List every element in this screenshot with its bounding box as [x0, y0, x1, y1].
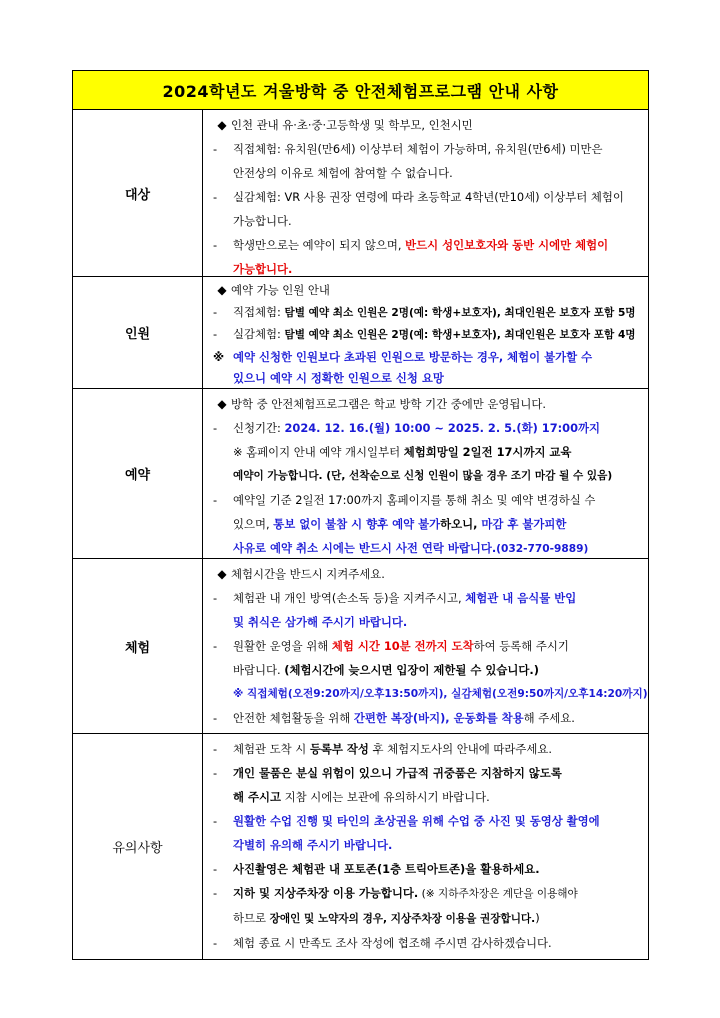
section-content-notes: - 체험관 도착 시 등록부 작성 후 체험지도사의 안내에 따라주세요. - 개인 물품은 분실 위험이 있으니 가급적 귀중품은 지참하지 않도록 해 주시고 지참 시에는 보관에 유의하시기 바랍니다. - 원활한 수업 진행 및 타인의 초상권을 위해 수업 중 사진 및 동영상 촬영에 각별히 유의해 주시기 바랍니다. - 사진촬영은 체험관 내 포토존(1층 트릭아트존)을 활용하세요. - 지하 및 지상주차장 이용 가능합니다. (※ 지하주차장은 계단을 이용해야 하므로 장애인 및 노약자의 경우, 지상주차장 이용을 권장합니다.) - 체험 종료 시 만족도 조사 작성에 협조해 주시면 감사하겠습니다. — [213, 742, 600, 950]
section-label-notes: 유의사항 — [73, 734, 203, 959]
section-content-booking: ◆ 방학 중 안전체험프로그램은 학교 방학 기간 중에만 운영됩니다. - 신청기간: 2024. 12. 16.(월) 10:00 ~ 2025. 2. 5.(화) 17:00까지 ※ 홈페이지 안내 예약 개시일부터 체험희망일 2일전 17시까지 교육 예약이 가능합니다. (단, 선착순으로 신청 인원이 많을 경우 조기 마감 될 수 있음) - 예약일 기준 2일전 17:00까지 홈페이지를 통해 취소 및 예약 변경하실 수 있으며, 통보 없이 불참 시 향후 예약 불가하오니, 마감 후 불가피한 사유로 예약 취소 시에는 반드시 사전 연락 바랍니다.(032-770-9889) — [203, 389, 648, 558]
section-content-experience: ◆ 체험시간을 반드시 지켜주세요. - 체험관 내 개인 방역(손소독 등)을 지켜주시고, 체험관 내 음식물 반입 및 취식은 삼가해 주시기 바랍니다. - 원활한 운영을 위해 체험 시간 10분 전까지 도착하여 등록해 주시기 바랍니다. (체험시간에 늦으시면 입장이 제한될 수 있습니다.) ※ 직접체험(오전9:20까지/오후13:50까지), 실감체험(오전9:50까지/오후14:20까지) - 안전한 체험활동을 위해 간편한 복장(바지), 운동화를 착용해 주세요. — [203, 559, 654, 733]
section-label-people: 인원 — [73, 277, 203, 388]
section-content-people: ◆ 예약 가능 인원 안내 - 직접체험: 탐별 예약 최소 인원은 2명(예: 학생+보호자), 최대인원은 보호자 포함 5명 - 실감체험: 탐별 예약 최소 인원은 2명(예: 학생+보호자), 최대인원은 보호자 포함 4명 ※ 예약 신청한 인원보다 초과된 인원으로 방문하는 경우, 체험이 불가할 수 있으니 예약 시 정확한 인원으로 신청 요망 — [203, 277, 648, 388]
section-content-target: ◆ 인천 관내 유·초·중·고등학생 및 학부모, 인천시민 - 직접체험: 유치원(만6세) 이상부터 체험이 가능하며, 유치원(만6세) 미만은 안전상의 이유로 체험에 참여할 수 없습니다. - 실감체험: VR 사용 권장 연령에 따라 초등학교 4학년(만10세) 이상부터 체험이 가능합니다. - 학생만으로는 예약이 되지 않으며, 반드시 성인보호자와 동반 시에만 체험이 가능합니다. — [203, 110, 648, 276]
diamond-bullet-icon: ◆ — [217, 118, 227, 132]
section-people — [73, 277, 648, 389]
section-label-booking: 예약 — [73, 389, 203, 558]
section-experience — [73, 559, 648, 734]
section-booking — [73, 389, 648, 559]
diamond-bullet-icon: ◆ — [217, 283, 227, 297]
diamond-bullet-icon: ◆ — [217, 567, 227, 581]
section-label-target: 대상 — [73, 110, 203, 276]
notice-table — [72, 70, 649, 960]
section-notes — [73, 734, 648, 959]
page-title: 2024학년도 겨울방학 중 안전체험프로그램 안내 사항 — [73, 71, 648, 110]
section-target — [73, 110, 648, 277]
diamond-bullet-icon: ◆ — [217, 397, 227, 411]
section-label-experience: 체험 — [73, 559, 203, 733]
